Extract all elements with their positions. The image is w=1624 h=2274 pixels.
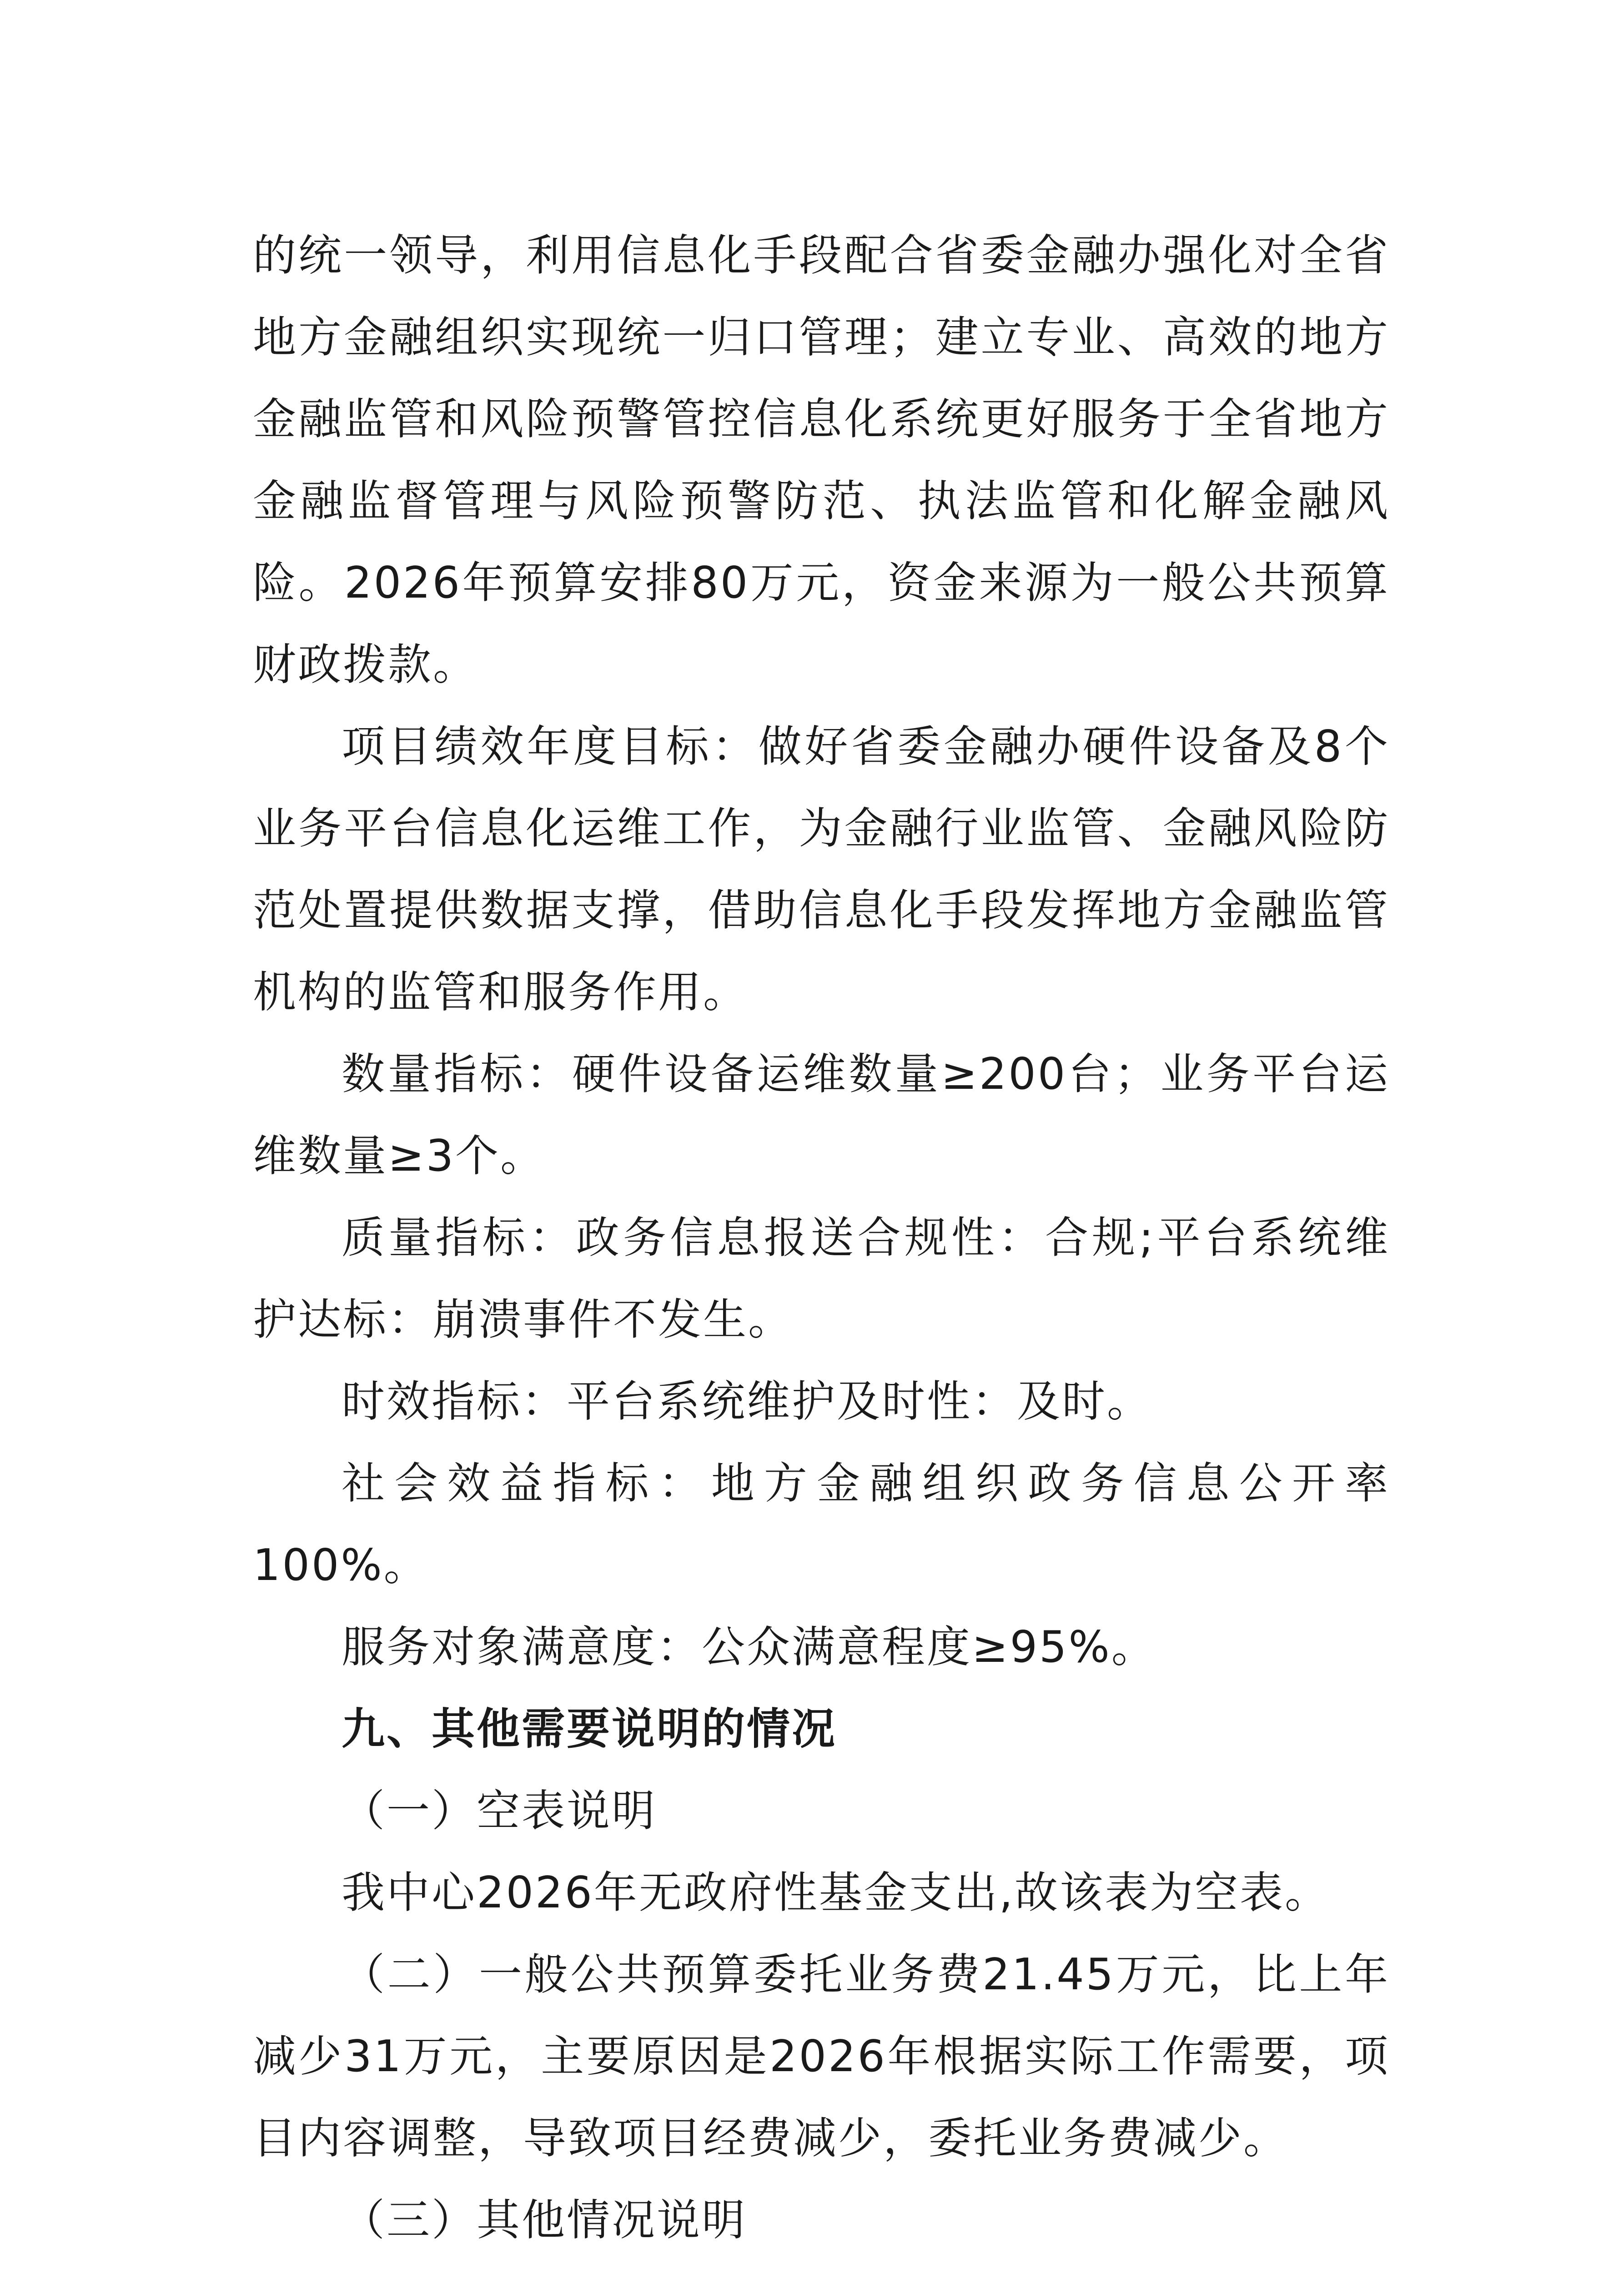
paragraph-commission-fee: （二）一般公共预算委托业务费21.45万元，比上年减少31万元，主要原因是2026年根据实际工作需要，项目内容调整，导致项目经费减少，委托业务费减少。 (253, 1950, 1390, 2163)
paragraph-performance-goal: 项目绩效年度目标：做好省委金融办硬件设备及8个业务平台信息化运维工作，为金融行业监管、金融风险防范处置提供数据支撑，借助信息化手段发挥地方金融监管机构的监管和服务作用。 (253, 722, 1390, 1017)
paragraph-no-other-notes (253, 2261, 1390, 2274)
paragraph-quality-indicator: 质量指标：政务信息报送合规性：合规;平台系统维护达标：崩溃事件不发生。 (253, 1213, 1390, 1345)
subsection-title-other-notes: （三）其他情况说明 (342, 2195, 747, 2245)
paragraph-social-benefit-indicator: 社会效益指标：地方金融组织政务信息公开率100%。 (253, 1459, 1390, 1590)
document-body (253, 215, 1390, 2274)
paragraph-timeliness-indicator: 时效指标：平台系统维护及时性：及时。 (342, 1377, 1152, 1427)
subsection-title-empty-table: （一）空表说明 (342, 1786, 657, 1836)
paragraph-empty-table-note: 我中心2026年无政府性基金支出,故该表为空表。 (342, 1868, 1330, 1918)
paragraph-quantity-indicator: 数量指标：硬件设备运维数量≥200台；业务平台运维数量≥3个。 (253, 1049, 1390, 1181)
section-heading-other-notes: 九、其他需要说明的情况 (342, 1704, 837, 1754)
paragraph-project-description: 的统一领导，利用信息化手段配合省委金融办强化对全省地方金融组织实现统一归口管理；建立专业、高效的地方金融监管和风险预警管控信息化系统更好服务于全省地方金融监督管理与风险预警防范、执法监管和化解金融风险。2026年预算安排80万元，资金来源为一般公共预算财政拨款。 (253, 231, 1390, 690)
paragraph-satisfaction-indicator: 服务对象满意度：公众满意程度≥95%。 (342, 1622, 1156, 1672)
